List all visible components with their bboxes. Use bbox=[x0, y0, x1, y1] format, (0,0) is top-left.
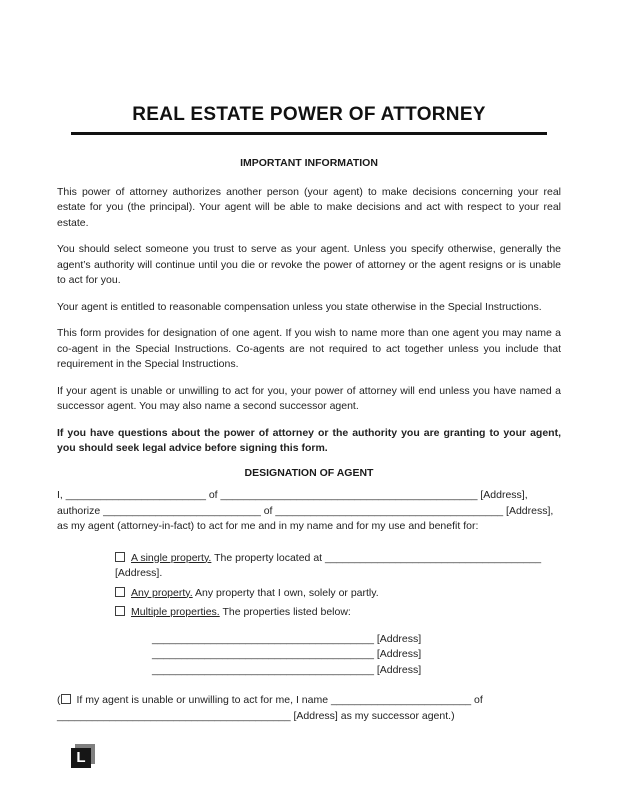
successor-agent-line-1 bbox=[57, 693, 561, 709]
option-wrap-text: [Address]. bbox=[115, 567, 163, 579]
option-blank-line: _____________________________________ bbox=[325, 551, 542, 564]
option-any-property bbox=[115, 586, 561, 602]
property-address-blank: ______________________________________ [Address] bbox=[152, 632, 422, 645]
option-multiple-properties bbox=[115, 605, 561, 621]
property-address-list bbox=[152, 632, 561, 679]
title-underline bbox=[71, 132, 547, 135]
multiple-properties-checkbox[interactable] bbox=[115, 606, 125, 616]
successor-agent-line-2: ________________________________________ [Address] as my successor agent.) bbox=[57, 709, 455, 722]
property-address-blank: ______________________________________ [Address] bbox=[152, 648, 422, 660]
section-heading-important-information: IMPORTANT INFORMATION bbox=[240, 157, 378, 169]
option-text: The properties listed below: bbox=[222, 606, 351, 618]
option-label: Any property. bbox=[131, 586, 193, 599]
option-label: Multiple properties. bbox=[131, 606, 220, 618]
single-property-checkbox[interactable] bbox=[115, 552, 125, 562]
open-paren: ( bbox=[57, 694, 61, 706]
logo-letter-icon: L bbox=[71, 748, 91, 768]
principal-name-line: I, ________________________ of ____________________________________________ [Address], bbox=[57, 489, 528, 501]
property-address-blank: ______________________________________ [Address] bbox=[152, 663, 422, 676]
successor-text-suffix: of bbox=[471, 694, 483, 706]
option-text: Any property that I own, solely or partly. bbox=[195, 586, 379, 599]
paragraph-successor: If your agent is unable or unwilling to act for you, your power of attorney will end unless you have named a successor agent. You may also name a second successor agent. bbox=[57, 384, 561, 412]
property-option-list bbox=[115, 551, 561, 621]
successor-text: If my agent is unable or unwilling to act for me, I name bbox=[76, 694, 331, 706]
successor-name-blank: ________________________ bbox=[330, 694, 472, 706]
paragraph-select-agent: You should select someone you trust to serve as your agent. Unless you specify otherwise, generally the agent’s authority will continue until you die or revoke the power of attorney or the agent resigns or is unable to act for you. bbox=[57, 243, 561, 286]
agent-purpose-line: as my agent (attorney-in-fact) to act for me and in my name and for my use and benefit for: bbox=[57, 520, 479, 532]
agent-name-line: authorize ___________________________ of _______________________________________ [Address], bbox=[57, 504, 554, 517]
successor-agent-block bbox=[57, 693, 561, 724]
designation-fill-in-block bbox=[57, 488, 561, 535]
paragraph-legal-advice-notice: If you have questions about the power of attorney or the authority you are granting to your agent, you should seek legal advice before signing this form. bbox=[57, 426, 561, 454]
successor-agent-checkbox[interactable] bbox=[61, 694, 71, 704]
paragraph-compensation: Your agent is entitled to reasonable compensation unless you state otherwise in the Special Instructions. bbox=[57, 300, 542, 313]
legal-templates-logo bbox=[71, 744, 95, 768]
section-heading-designation-of-agent: DESIGNATION OF AGENT bbox=[244, 466, 374, 479]
any-property-checkbox[interactable] bbox=[115, 587, 125, 597]
option-text: The property located at bbox=[214, 551, 323, 564]
option-single-property bbox=[115, 551, 561, 582]
paragraph-authorizes: This power of attorney authorizes another person (your agent) to make decisions concerning your real estate for you (the principal). Your agent will be able to make decisions and act with respect to your real estate. bbox=[57, 185, 561, 229]
option-label: A single property. bbox=[131, 551, 212, 564]
document-title: REAL ESTATE POWER OF ATTORNEY bbox=[132, 104, 486, 125]
paragraph-one-agent: This form provides for designation of one agent. If you wish to name more than one agent you may name a co-agent in the Special Instructions. Co-agents are not required to act together unless you include that requirement in the Special Instructions. bbox=[57, 327, 561, 370]
